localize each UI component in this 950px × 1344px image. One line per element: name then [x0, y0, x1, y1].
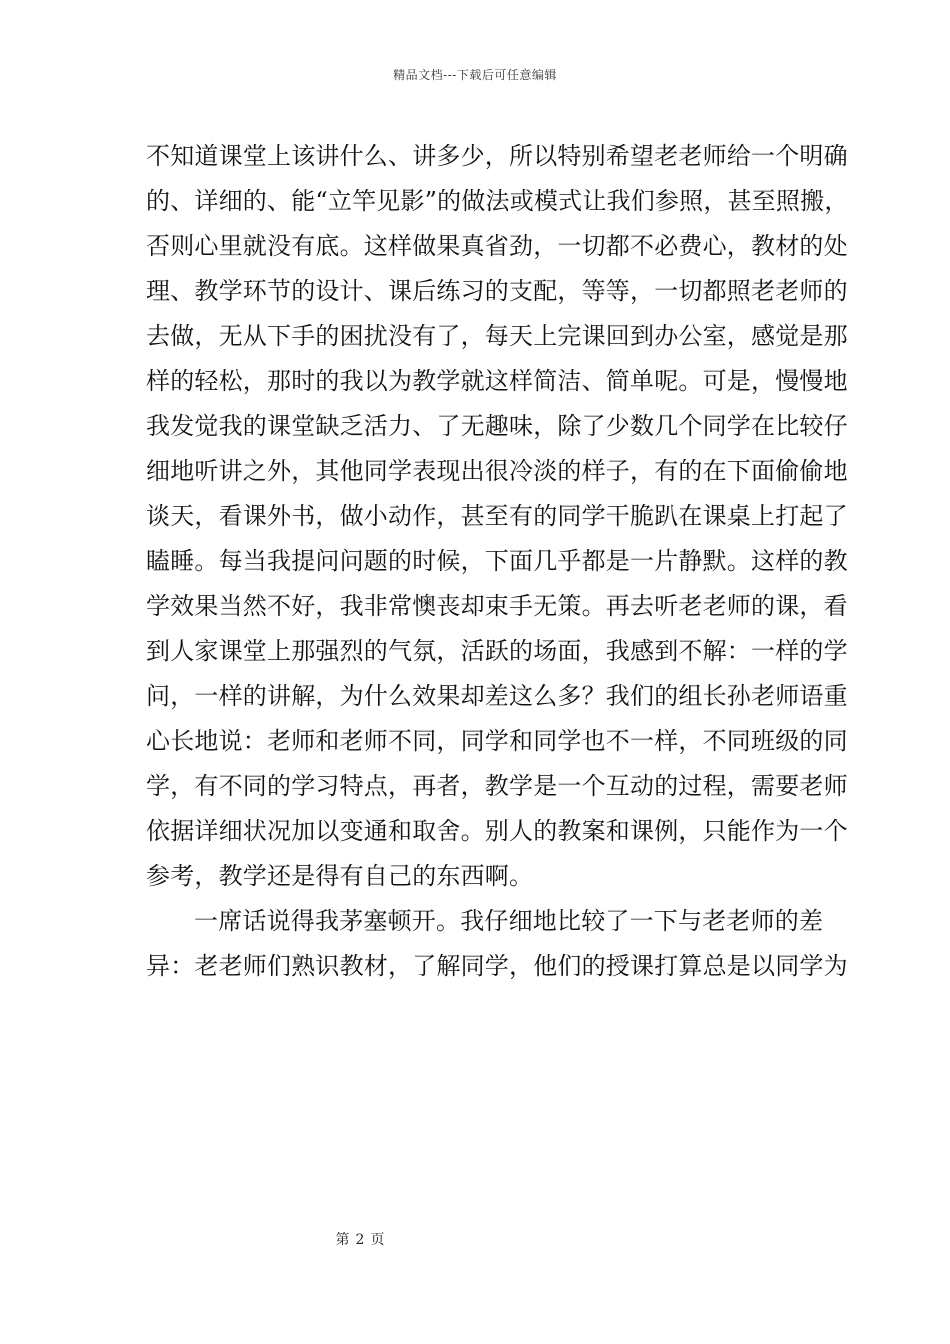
page-number-prefix: 第 — [335, 1232, 350, 1248]
text-line: 理、教学环节的设计、课后练习的支配，等等，一切都照老老师的 — [146, 277, 848, 305]
page-number-value: 2 — [355, 1232, 365, 1248]
page-header: 精品文档---下载后可任意编辑 — [393, 68, 557, 82]
text-line: 学效果当然不好，我非常懊丧却束手无策。再去听老老师的课，看 — [146, 592, 848, 620]
text-line: 到人家课堂上那强烈的气氛，活跃的场面，我感到不解：一样的学 — [146, 637, 848, 665]
paragraph-start-line: 一席话说得我茅塞顿开。我仔细地比较了一下与老老师的差 — [194, 907, 824, 935]
text-line: 细地听讲之外，其他同学表现出很冷淡的样子，有的在下面偷偷地 — [146, 457, 848, 485]
text-line: 否则心里就没有底。这样做果真省劲，一切都不必费心，教材的处 — [146, 232, 848, 260]
text-line: 心长地说：老师和老师不同，同学和同学也不一样，不同班级的同 — [146, 727, 848, 755]
text-line: 依据详细状况加以变通和取舍。别人的教案和课例，只能作为一个 — [146, 817, 848, 845]
body-text — [146, 134, 849, 989]
text-line: 学，有不同的学习特点，再者，教学是一个互动的过程，需要老师 — [146, 772, 848, 800]
page-number — [0, 1229, 720, 1249]
text-line: 问，一样的讲解，为什么效果却差这么多？我们的组长孙老师语重 — [146, 682, 848, 710]
text-line: 的、详细的、能“立竿见影”的做法或模式让我们参照，甚至照搬， — [146, 187, 849, 215]
text-line: 瞌睡。每当我提问问题的时候，下面几乎都是一片静默。这样的教 — [146, 547, 848, 575]
text-line: 异：老老师们熟识教材，了解同学，他们的授课打算总是以同学为 — [146, 952, 848, 980]
text-line: 去做，无从下手的困扰没有了，每天上完课回到办公室，感觉是那 — [146, 322, 848, 350]
text-line: 谈天，看课外书，做小动作，甚至有的同学干脆趴在课桌上打起了 — [146, 502, 848, 530]
text-line: 不知道课堂上该讲什么、讲多少，所以特别希望老老师给一个明确 — [146, 142, 848, 170]
page-number-suffix: 页 — [370, 1232, 385, 1248]
text-line: 我发觉我的课堂缺乏活力、了无趣味，除了少数几个同学在比较仔 — [146, 412, 848, 440]
text-line: 参考，教学还是得有自己的东西啊。 — [146, 862, 534, 890]
text-line: 样的轻松，那时的我以为教学就这样简洁、简单呢。可是，慢慢地 — [146, 367, 848, 395]
